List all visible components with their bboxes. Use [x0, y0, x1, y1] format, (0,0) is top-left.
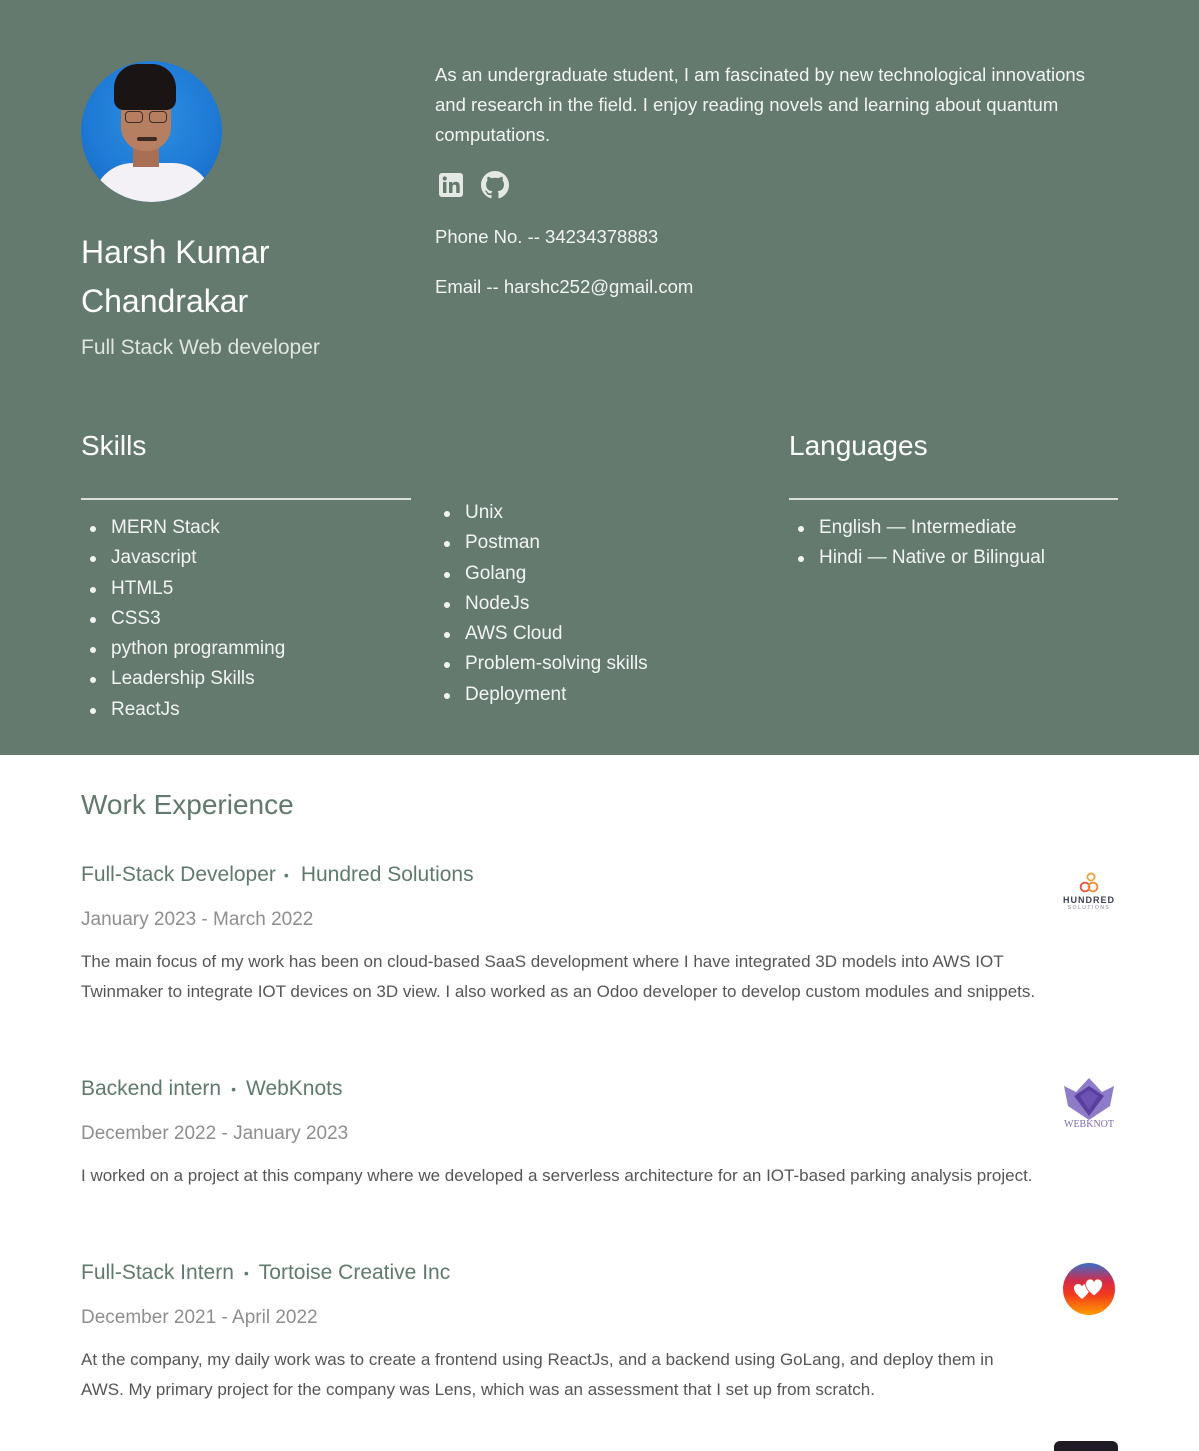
job-company: Tortoise Creative Inc [258, 1261, 451, 1284]
github-icon[interactable] [481, 170, 509, 200]
work-experience-section [0, 755, 1199, 1446]
job-title: Full-Stack Intern [81, 1261, 234, 1284]
skill-item: ReactJs [81, 695, 401, 725]
email-address: Email -- harshc252@gmail.com [435, 276, 694, 297]
job-company: Hundred Solutions [300, 863, 474, 886]
knot-icon [1077, 872, 1101, 894]
hearts-icon [1073, 1277, 1105, 1301]
skill-item: Deployment [435, 680, 755, 710]
job-description: At the company, my daily work was to create a frontend using ReactJs, and a backend using GoLang, and deploy them in AWS. My primary project for the company was Lens, which was an assessment that I set up from scratch. [81, 1350, 994, 1400]
webknots-logo [1057, 1071, 1121, 1135]
skills-divider [81, 498, 411, 500]
phone-number: Phone No. -- 34234378883 [435, 226, 659, 247]
job-company: WebKnots [246, 1077, 343, 1100]
job-heading [81, 863, 1121, 887]
skill-item: Postman [435, 528, 755, 558]
job-title: Backend intern [81, 1077, 222, 1100]
job-entry [81, 1261, 1121, 1406]
job-dates: December 2021 - April 2022 [81, 1307, 318, 1328]
languages-list [789, 513, 1119, 574]
lotus-icon [1062, 1076, 1116, 1120]
skill-item: Javascript [81, 543, 401, 573]
separator-dot: • [283, 867, 289, 883]
logo-text: HUNDRED [1063, 894, 1115, 905]
languages-divider [789, 498, 1118, 500]
work-experience-title: Work Experience [81, 789, 294, 820]
job-title: Full-Stack Developer [81, 863, 276, 886]
job-dates: January 2023 - March 2022 [81, 909, 314, 930]
skills-list-column-2 [435, 498, 755, 710]
logo-subtext: SOLUTIONS [1067, 904, 1111, 911]
profile-avatar [81, 61, 222, 202]
linkedin-icon[interactable] [437, 170, 465, 200]
skill-item: python programming [81, 634, 401, 664]
skill-item: Golang [435, 559, 755, 589]
separator-dot: • [243, 1265, 249, 1281]
profile-about: As an undergraduate student, I am fascinated by new technological innovations and research in the field. I enjoy reading novels and learning about quantum computations. [435, 64, 1085, 145]
skill-item: Leadership Skills [81, 664, 401, 694]
skill-item: NodeJs [435, 589, 755, 619]
job-description: I worked on a project at this company where we developed a serverless architecture for an IOT-based parking analysis project. [81, 1166, 1033, 1185]
languages-title: Languages [789, 430, 928, 461]
tortoise-creative-logo [1057, 1257, 1121, 1321]
job-heading [81, 1077, 1121, 1101]
language-item: English — Intermediate [789, 513, 1119, 543]
job-entry [81, 1077, 1121, 1191]
logo-text: WEBKNOT [1064, 1119, 1114, 1130]
skills-list-column-1 [81, 513, 401, 725]
social-links [437, 170, 509, 200]
profile-name: Harsh Kumar Chandrakar [81, 234, 270, 319]
next-company-logo [1054, 1441, 1118, 1451]
skill-item: MERN Stack [81, 513, 401, 543]
skill-item: AWS Cloud [435, 619, 755, 649]
language-item: Hindi — Native or Bilingual [789, 543, 1119, 573]
skills-title: Skills [81, 430, 147, 461]
job-dates: December 2022 - January 2023 [81, 1123, 349, 1144]
skill-item: Unix [435, 498, 755, 528]
job-description: The main focus of my work has been on cloud-based SaaS development where I have integrated 3D models into AWS IOT Twinmaker to integrate IOT devices on 3D view. I also worked as an Odoo developer to develop custom modules and snippets. [81, 952, 1036, 1002]
skill-item: HTML5 [81, 574, 401, 604]
separator-dot: • [231, 1081, 236, 1097]
job-entry [81, 863, 1121, 1008]
profile-role: Full Stack Web developer [81, 336, 320, 359]
hundred-solutions-logo [1057, 859, 1121, 923]
skill-item: CSS3 [81, 604, 401, 634]
job-heading [81, 1261, 1121, 1285]
skill-item: Problem-solving skills [435, 649, 755, 679]
